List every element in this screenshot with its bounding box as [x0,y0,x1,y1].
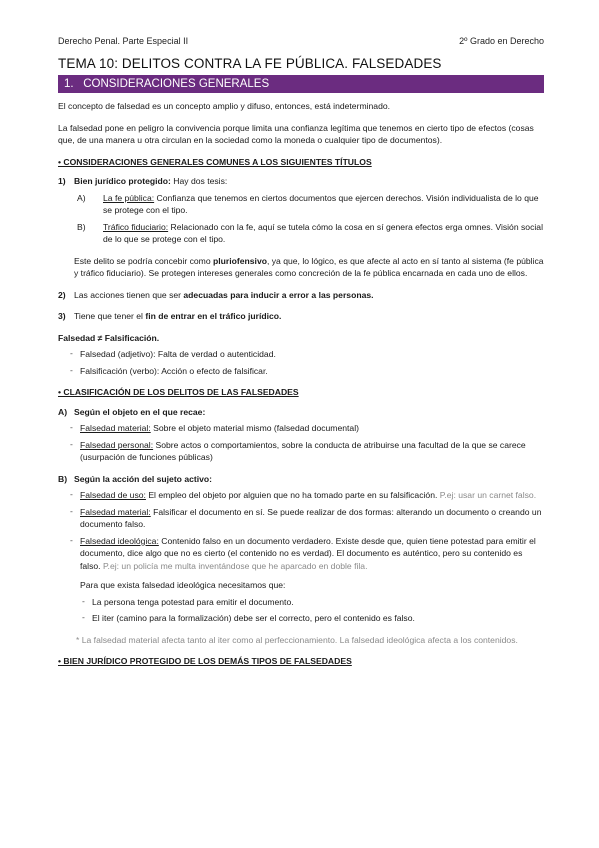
section-label: CONSIDERACIONES GENERALES [83,78,270,90]
requisitos-intro: Para que exista falsedad ideológica necesitamos que: [80,580,286,590]
section-heading [58,75,544,93]
list-item: - La persona tenga potestad para emitir el documento. [58,596,544,609]
item-acciones: 2) Las acciones tienen que ser adecuadas para inducir a error a las personas. [58,289,374,300]
list-item: - Falsedad material: Sobre el objeto material mismo (falsedad documental) [58,422,544,435]
subheading-clasificacion: • CLASIFICACIÓN DE LOS DELITOS DE LAS FALSEDADES [58,387,299,397]
list-item: - El iter (camino para la formalización) debe ser el correcto, pero el contenido es falso. [58,612,544,625]
list-item: - Falsedad ideológica: Contenido falso en un documento verdadero. Existe desde que, quien tiene potestad para emitir el documento, dice algo que no es cierto (el contenido no es verdad). El documento es auténtico, pero su contenido es falso. P.ej: un policía me multa inventándose que he aparcado en doble fila. [58,535,544,573]
document-page [58,36,544,668]
header-course: Derecho Penal. Parte Especial II [58,36,189,46]
falsedad-vs-falsificacion: Falsedad ≠ Falsificación. [58,332,160,343]
running-header [58,36,544,50]
tesis-b: B) Tráfico fiduciario: Relacionado con la fe, aquí se tutela cómo la cosa en sí genera efectos erga omnes. Visión social de lo que se protege con el tipo. [77,221,543,244]
page-title: TEMA 10: DELITOS CONTRA LA FE PÚBLICA. FALSEDADES [58,56,442,71]
criterio-accion: B) Según la acción del sujeto activo: [58,473,213,484]
subheading-common: • CONSIDERACIONES GENERALES COMUNES A LOS SIGUIENTES TÍTULOS [58,156,372,167]
intro-paragraph-1: El concepto de falsedad es un concepto amplio y difuso, entonces, está indeterminado. [58,101,391,111]
subheading-bien-juridico-demas: • BIEN JURÍDICO PROTEGIDO DE LOS DEMÁS TIPOS DE FALSEDADES [58,656,352,666]
list-item: - Falsedad material: Falsificar el documento en sí. Se puede realizar de dos formas: alterando un documento o creando un documento falso. [58,506,544,531]
list-item: - Falsificación (verbo): Acción o efecto de falsificar. [58,365,544,378]
list-item: - Falsedad (adjetivo): Falta de verdad o autenticidad. [58,348,544,361]
item-fin: 3) Tiene que tener el fin de entrar en el tráfico jurídico. [58,311,282,321]
section-number: 1. [64,78,74,90]
pluriofensivo-paragraph: Este delito se podría concebir como pluriofensivo, ya que, lo lógico, es que afecte al acto en sí tanto al sistema (fe pública y tráfico fiduciario). Se protegen intereses generales como concreción de la fe pública encarnada en cada uno de ellos. [74,255,544,278]
footnote: * La falsedad material afecta tanto al iter como al perfeccionamiento. La falsedad ideológica afecta a los contenidos. [76,634,518,645]
intro-paragraph-2: La falsedad pone en peligro la convivencia porque limita una confianza legítima que tenemos en cierto tipo de efectos (cosas que, de una manera u otra circulan en la sociedad como la moneda o cualquier tipo de documentos). [58,122,534,145]
list-item: - Falsedad de uso: El empleo del objeto por alguien que no ha tomado parte en su falsificación. P.ej: usar un carnet falso. [58,489,544,502]
item-bien-juridico: 1) Bien jurídico protegido: Hay dos tesis: [58,176,228,186]
tesis-a: A) La fe pública: Confianza que tenemos en ciertos documentos que ejercen derechos. Visión individualista de lo que se protege con el tipo. [77,192,539,215]
list-item: - Falsedad personal: Sobre actos o comportamientos, sobre la conducta de atribuirse una facultad de la que se carece (usurpación de funciones públicas) [58,439,544,464]
header-degree: 2º Grado en Derecho [459,36,544,46]
criterio-objeto: A) Según el objeto en el que recae: [58,406,206,417]
